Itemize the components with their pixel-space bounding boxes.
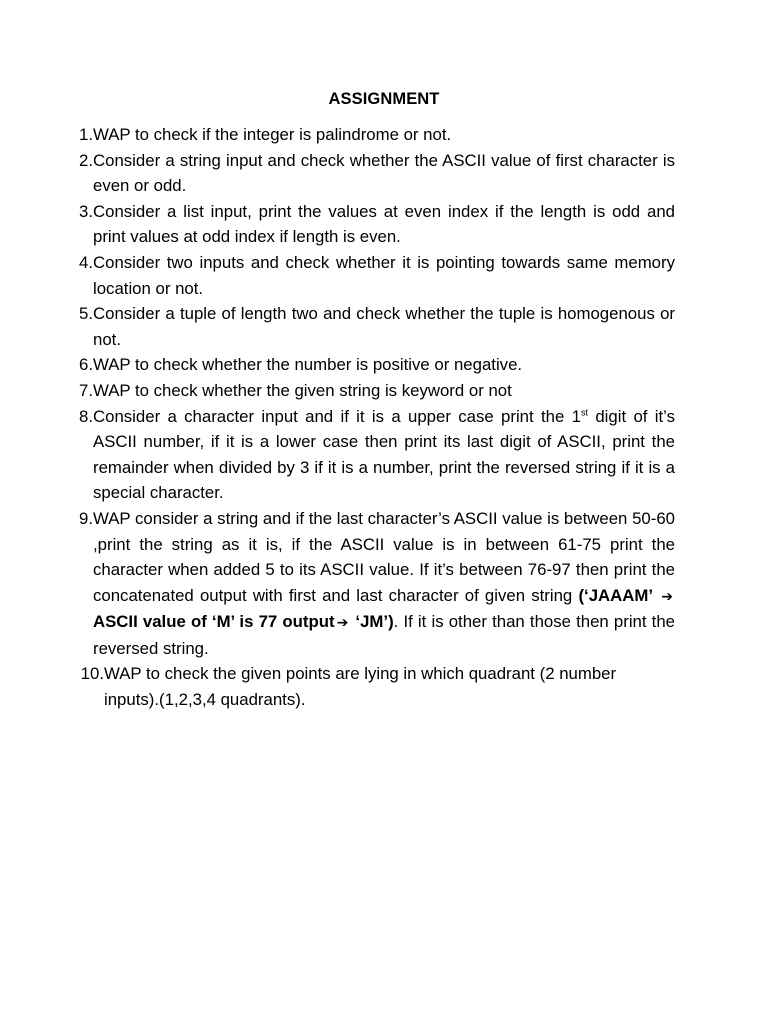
item-text	[93, 404, 675, 506]
item-text-part: Consider a character input and if it is a upper case print the 1	[93, 406, 581, 426]
list-item	[72, 404, 675, 506]
item-number: 9.	[79, 508, 93, 528]
item-text: Consider two inputs and check whether it is pointing towards same memory location or not.	[93, 252, 675, 298]
list-item	[72, 301, 675, 352]
item-number: 8.	[79, 406, 93, 426]
item-text-part: digit of it’s ASCII number, if it is a lower case then print its last digit of ASCII, print the remainder when divided by 3 if it is a number, print the reversed string if it is a special character.	[93, 406, 675, 503]
example-bold-text: ‘JM’)	[350, 612, 394, 632]
example-bold-text: ASCII value of ‘M’ is 77 output	[93, 612, 335, 632]
item-text: Consider a tuple of length two and check whether the tuple is homogenous or not.	[93, 304, 675, 349]
item-number: 5.	[79, 304, 93, 324]
item-text	[93, 506, 675, 662]
list-item	[72, 148, 675, 199]
item-text-part: WAP consider a string and if the last character’s ASCII value is between 50-60 ,print the string as it is, if the ASCII value is in between 61-75 print the character when added 5 to its ASCII value. If it’s between 76-97 then print the concatenated output with first and last character of given string	[93, 508, 675, 605]
item-number: 10.	[80, 664, 104, 684]
assignment-list	[72, 122, 675, 713]
item-number: 2.	[79, 150, 93, 170]
list-item	[72, 661, 675, 712]
item-text: WAP to check if the integer is palindrome or not.	[93, 125, 452, 144]
ordinal-superscript: st	[581, 406, 589, 417]
list-item	[72, 250, 675, 301]
item-number: 6.	[79, 355, 93, 375]
arrow-right-icon: ➔	[336, 614, 349, 631]
list-item	[72, 199, 675, 250]
item-number: 7.	[79, 380, 93, 400]
item-number: 4.	[79, 252, 93, 272]
arrow-right-icon: ➔	[661, 587, 673, 604]
item-text-part: . If it is other than those then print the reversed string.	[93, 612, 676, 658]
item-text: Consider a list input, print the values at even index if the length is odd and print values at odd index if length is even.	[93, 201, 675, 247]
example-bold-text: (‘JAAAM’	[578, 585, 654, 605]
item-text: WAP to check whether the number is positive or negative.	[93, 355, 523, 375]
item-text: Consider a string input and check whether the ASCII value of first character is even or odd.	[93, 150, 675, 196]
item-number: 1.	[79, 125, 93, 144]
page-title: ASSIGNMENT	[328, 90, 440, 108]
item-text: WAP to check the given points are lying in which quadrant (2 number inputs).(1,2,3,4 quadrants).	[104, 664, 617, 710]
item-text: WAP to check whether the given string is keyword or not	[93, 380, 512, 400]
item-number: 3.	[79, 201, 93, 221]
list-item	[72, 506, 675, 662]
list-item	[72, 378, 675, 404]
list-item	[72, 122, 675, 148]
list-item	[72, 352, 675, 378]
